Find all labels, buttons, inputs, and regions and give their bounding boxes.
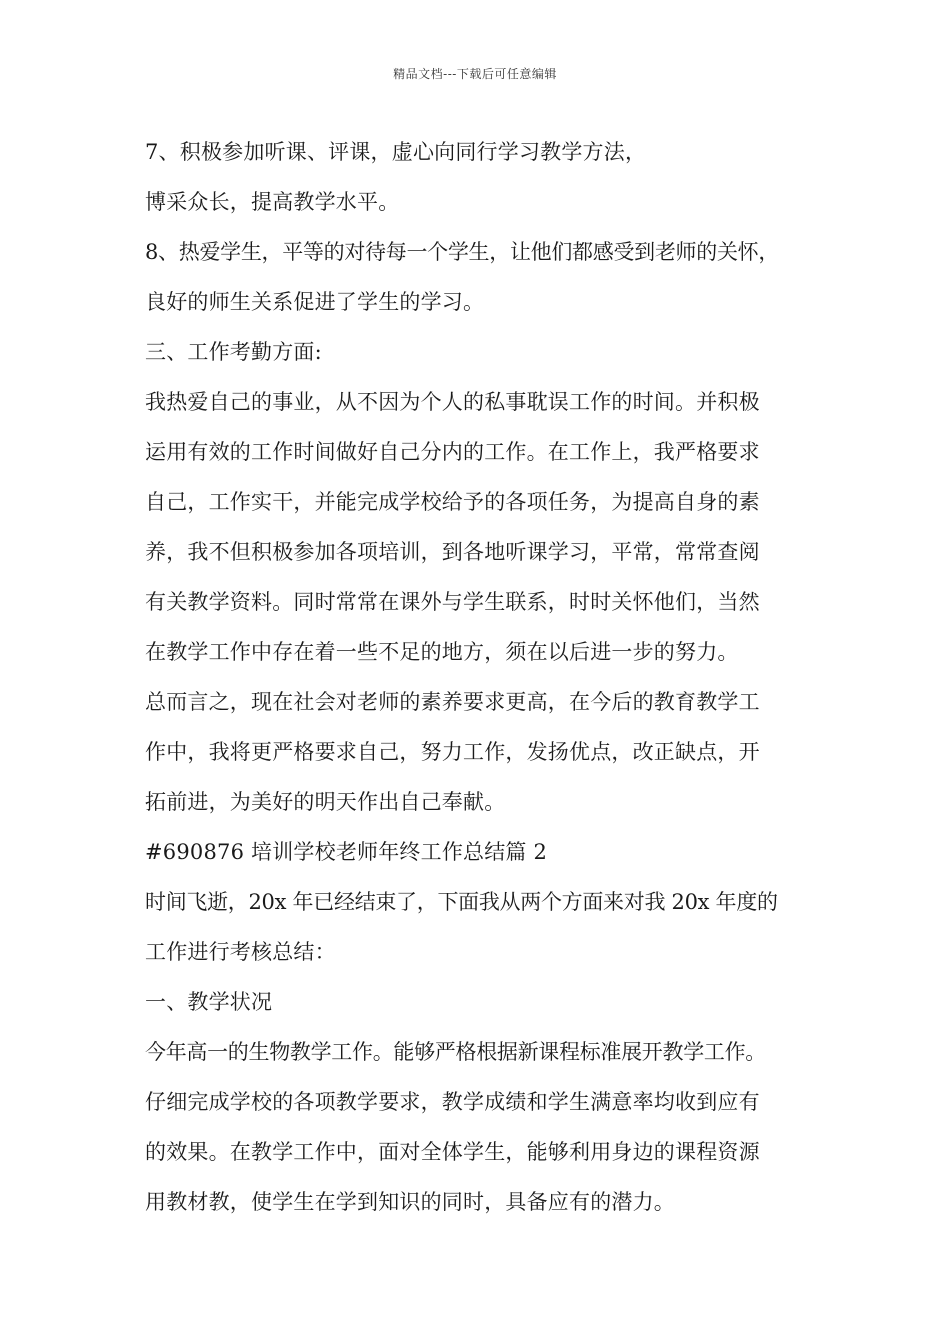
text-line: 的效果。在教学工作中，面对全体学生，能够利用身边的课程资源	[145, 1140, 760, 1164]
text-line: 作中，我将更严格要求自己，努力工作，发扬优点，改正缺点，开	[145, 740, 760, 764]
section-heading: 一、教学状况	[145, 990, 273, 1014]
text-line: 在教学工作中存在着一些不足的地方，须在以后进一步的努力。	[145, 640, 739, 664]
text-line: 自己，工作实干，并能完成学校给予的各项任务，为提高自身的素	[145, 490, 760, 514]
text-line: 总而言之，现在社会对老师的素养要求更高，在今后的教育教学工	[145, 690, 760, 714]
text-line: 运用有效的工作时间做好自己分内的工作。在工作上，我严格要求	[145, 440, 760, 464]
document-body	[145, 127, 835, 1227]
text-line: 时间飞逝，20x 年已经结束了，下面我从两个方面来对我 20x 年度的	[145, 890, 778, 914]
page-header: 精品文档---下载后可任意编辑	[393, 67, 557, 81]
section-heading: 三、工作考勤方面:	[145, 340, 322, 364]
text-line: 博采众长，提高教学水平。	[145, 190, 400, 214]
text-line: 养，我不但积极参加各项培训，到各地听课学习，平常，常常查阅	[145, 540, 760, 564]
text-line: 我热爱自己的事业，从不因为个人的私事耽误工作的时间。并积极	[145, 390, 760, 414]
text-line: 工作进行考核总结：	[145, 940, 336, 964]
text-line: 用教材教，使学生在学到知识的同时，具备应有的潜力。	[145, 1190, 675, 1214]
text-line: 良好的师生关系促进了学生的学习。	[145, 290, 485, 314]
text-line: 今年高一的生物教学工作。能够严格根据新课程标准展开教学工作。	[145, 1040, 766, 1064]
text-line: 仔细完成学校的各项教学要求，教学成绩和学生满意率均收到应有	[145, 1090, 760, 1114]
text-line: 7、积极参加听课、评课，虚心向同行学习教学方法，	[145, 140, 647, 164]
text-line: 有关教学资料。同时常常在课外与学生联系，时时关怀他们，当然	[145, 590, 760, 614]
article-title: #690876 培训学校老师年终工作总结篇 2	[145, 840, 548, 864]
text-line: 8、热爱学生，平等的对待每一个学生，让他们都感受到老师的关怀，	[145, 240, 780, 264]
text-line: 拓前进，为美好的明天作出自己奉献。	[145, 790, 506, 814]
